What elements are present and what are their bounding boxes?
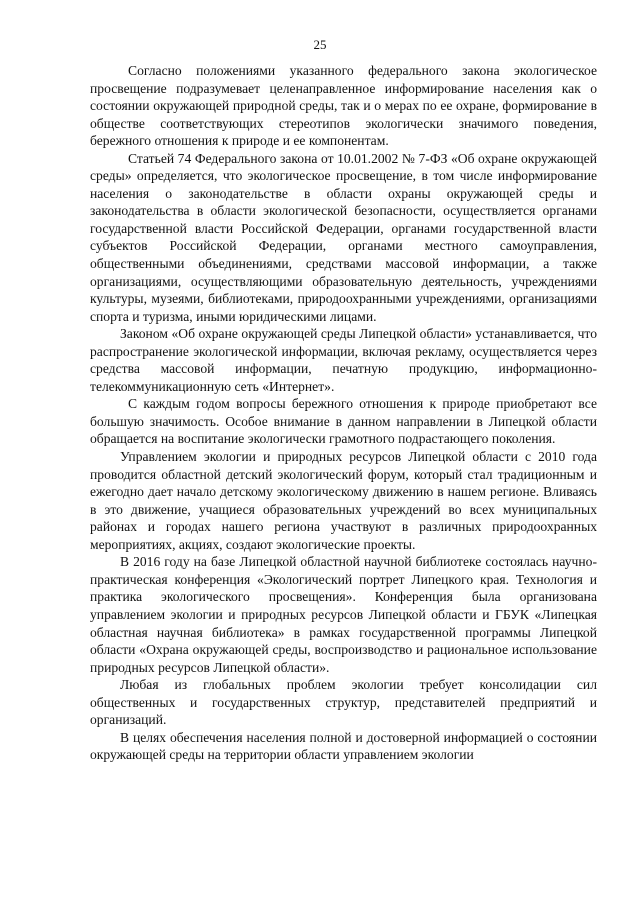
paragraph-ecological-forum: Управлением экологии и природных ресурсов Липецкой области с 2010 года проводится областной детский экологический форум, который стал традиционным и ежегодно дает начало детскому экологическому движению в нашем регионе. Вливаясь в это движение, учащиеся образовательных учреждений во всех муниципальных районах и городах нашего региона участвуют в различных природоохранных мероприятиях, акциях, создают экологические проекты. bbox=[90, 449, 597, 552]
paragraph-conference-2016: В 2016 году на базе Липецкой областной научной библиотеке состоялась научно-практическая конференция «Экологический портрет Липецкого края. Технология и практика экологического просвещения». Конференция была организована управлением экологии и природных ресурсов Липецкой области и ГБУК «Липецкая областная научная библиотека» в рамках государственной программы Липецкой области «Охрана окружающей среды, воспроизводство и рациональное использование природных ресурсов Липецкой области». bbox=[90, 554, 597, 675]
paragraph-population-information: В целях обеспечения населения полной и достоверной информацией о состоянии окружающей среды на территории области управлением экологии bbox=[90, 729, 597, 763]
document-body bbox=[90, 62, 597, 764]
paragraph-federal-law-provisions: Согласно положениями указанного федерального закона экологическое просвещение подразумевает целенаправленное информирование населения как о состоянии окружающей природной среды, так и о мерах по ее охране, формирование в обществе соответствующих стереотипов экологически значимого поведения, бережного отношения к природе и ее компонентам. bbox=[90, 63, 597, 149]
paragraph-article-74: Статьей 74 Федерального закона от 10.01.2002 № 7-ФЗ «Об охране окружающей среды» определяется, что экологическое просвещение, в том числе информирование населения о законодательстве в области охраны окружающей среды и законодательства в области экологической безопасности, осуществляется органами государственной власти Российской Федерации, органами государственной власти субъектов Российской Федерации, органами местного самоуправления, общественными объединениями, средствами массовой информации, а также организациями, осуществляющими образовательную деятельность, учреждениями культуры, музеями, библиотеками, природоохранными учреждениями, организациями спорта и туризма, иными юридическими лицами. bbox=[90, 150, 597, 324]
page-number: 25 bbox=[313, 37, 327, 52]
paragraph-global-problems: Любая из глобальных проблем экологии требует консолидации сил общественных и государственных структур, представителей предприятий и организаций. bbox=[90, 677, 597, 728]
paragraph-care-for-nature: С каждым годом вопросы бережного отношения к природе приобретают все большую значимость. Особое внимание в данном направлении в Липецкой области обращается на воспитание экологически грамотного подрастающего поколения. bbox=[90, 396, 597, 447]
paragraph-lipetsk-law: Законом «Об охране окружающей среды Липецкой области» устанавливается, что распространение экологической информации, включая рекламу, осуществляется через средства массовой информации, печатную продукцию, информационно-телекоммуникационную сеть «Интернет». bbox=[90, 326, 597, 394]
